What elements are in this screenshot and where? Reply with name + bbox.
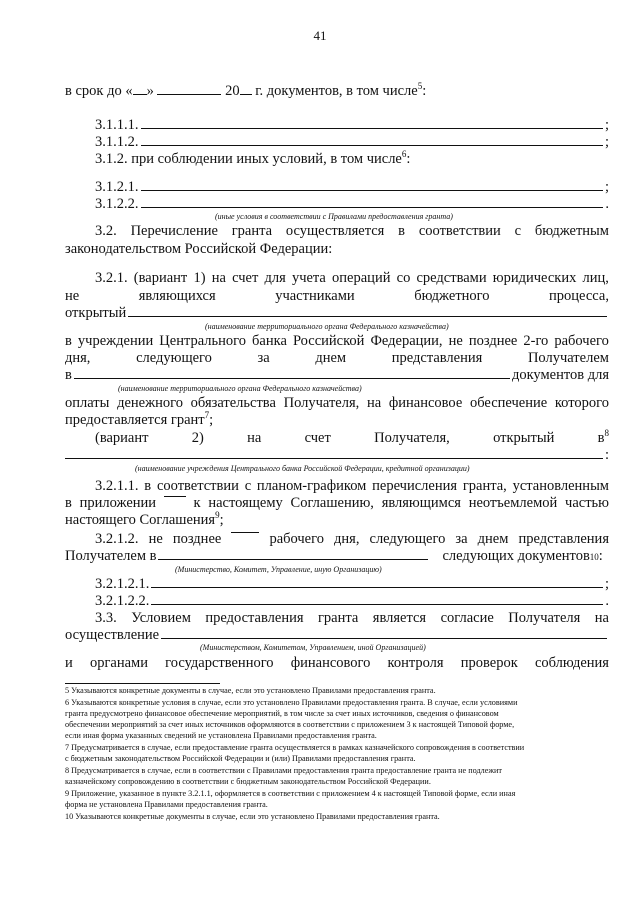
para-3-2-1-variant-2: (вариант 2) на счет Получателя, открытый $в^8$ [95,428,609,446]
para-3-2-1-line-3: открытый [65,305,609,322]
footnote-10: 10 Указываются конкретные документы в случае, если это установлено Правилами предоставления гранта. [65,812,440,821]
deadline-line: в срок до « » 20 г. документов, в том числе$^5$: [65,81,427,99]
para-3-2-1-1-line-1: 3.2.1.1. в соответствии с планом-графиком перечисления гранта, установленным [95,478,609,494]
footnote-9-cont: форма не установлена Правилами предоставления гранта. [65,800,268,809]
para-3-2-line-1: 3.2. Перечисление гранта осуществляется в соответствии с бюджетным [95,223,609,239]
para-3-2-1-line-1: 3.2.1. (вариант 1) на счет для учета операций со средствами юридических лиц, [95,270,609,286]
footnote-6-cont: гранта предусмотрено финансовое обеспечение мероприятий, в том числе за счет иных источников, сведения о финансовом [65,709,499,718]
para-3-2-1-line-7: оплаты денежного обязательства Получателя, на финансовое обеспечение которого [65,395,609,411]
caption-ministry-1: (Министерство, Комитет, Управление, иную Организацию) [175,565,382,574]
para-3-2-1-line-5: дня, следующего за днем представления Получателем [65,350,609,366]
item-3-1-1-1: 3.1.1.1. ; [95,117,609,133]
caption-territorial-2: (наименование территориального органа Федерального казначейства) [118,384,362,393]
para-3-3-line-2: осуществление [65,627,609,644]
footnote-6-cont: если иная форма указанных сведений не установлена Правилами предоставления гранта. [65,731,377,740]
footnote-8: 8 Предусматривается в случае, если в соответствии с Правилами предоставления гранта предоставление гранта не подлежит [65,766,502,775]
para-3-2-1-2-line-1: 3.2.1.2. не позднее рабочего дня, следующего за днем представления [95,531,609,547]
footnote-7-cont: с бюджетным законодательством Российской Федерации и (или) Правилами предоставления гранта. [65,754,416,763]
para-3-3-line-3: и органами государственного финансового контроля проверок соблюдения [65,655,609,671]
para-3-2-1-1-line-2: в приложении к настоящему Соглашению, являющимся неотъемлемой частью [65,495,609,511]
footnote-9: 9 Приложение, указанное в пункте 3.2.1.1, оформляется в соответствии с приложением 4 к настоящей Типовой форме, если иная [65,789,516,798]
footnote-7: 7 Предусматривается в случае, если предоставление гранта осуществляется в рамках казначейского сопровождения в соответствии [65,743,525,752]
para-3-2-line-2: законодательством Российской Федерации: [65,241,333,257]
footnote-6-cont: обеспечении мероприятий за счет иных источников оформляются в соответствии с приложением 3 к настоящей Типовой форме, [65,720,515,729]
page-number: 41 [313,28,327,43]
caption-territorial-1: (наименование территориального органа Федерального казначейства) [205,322,449,331]
para-3-2-1-line-8: предоставляется грант$^7$; [65,410,214,428]
footnote-8-cont: казначейскому сопровождению в соответствии с бюджетным законодательством Российской Федерации. [65,777,431,786]
caption-other-conditions: (иные условия в соответствии с Правилами предоставления гранта) [215,212,453,221]
item-3-2-1-2-2: 3.2.1.2.2. . [95,593,609,609]
caption-ministry-2: (Министерством, Комитетом, Управлением, иной Организацией) [200,643,426,652]
item-3-1-2: 3.1.2. при соблюдении иных условий, в том числе$^6$: [95,149,411,167]
item-3-1-2-2: 3.1.2.2. . [95,196,609,212]
para-3-2-1-1-line-3: настоящего Соглашения$^9$; [65,510,224,528]
para-3-2-1-bank-line: : [65,447,609,464]
item-3-1-2-1: 3.1.2.1. ; [95,179,609,195]
footnote-5: 5 Указываются конкретные документы в случае, если это установлено Правилами предоставления гранта. [65,686,436,695]
caption-bank: (наименование учреждения Центрального банка Российской Федерации, кредитной организации) [135,464,470,473]
para-3-2-1-line-4: в учреждении Центрального банка Российской Федерации, не позднее 2-го рабочего [65,333,609,349]
footnote-separator [65,683,220,684]
para-3-2-1-line-6: в документов для [65,367,609,383]
item-3-1-1-2: 3.1.1.2. ; [95,134,609,150]
footnote-6: 6 Указываются конкретные условия в случае, если это установлено Правилами предоставления гранта. В случае, если условиями [65,698,518,707]
item-3-2-1-2-1: 3.2.1.2.1. ; [95,576,609,592]
para-3-2-1-line-2: не являющихся участниками бюджетного процесса, [65,288,609,304]
para-3-3-line-1: 3.3. Условием предоставления гранта является согласие Получателя на [95,610,609,626]
para-3-2-1-2-line-2: Получателем в следующих документов 10 : [65,548,603,564]
